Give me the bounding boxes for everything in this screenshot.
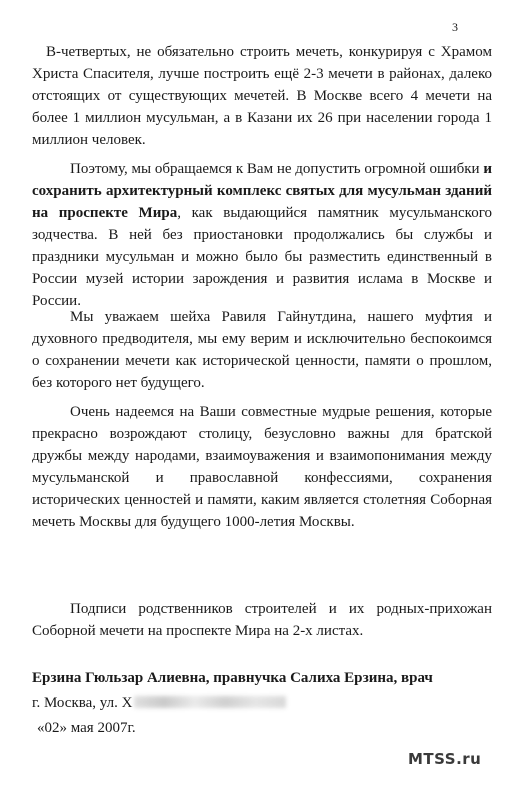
address-text: г. Москва, ул. Х [32,695,133,711]
page-number: 3 [452,20,458,34]
appeal-text-end: , как выдающийся памятник мусульманского зодчества. В ней без приостановки продолжались бы службы и праздники мусульман и можно было бы разместить единственный в России музей истории зарождения и развития ислама в Москве и России. [32,205,492,309]
redacted-address-blur [134,696,286,708]
paragraph-hope: Очень надеемся на Ваши совместные мудрые решения, которые прекрасно возрождают столицу, безусловно важны для братской дружбы между народами, взаимоуважения и взаимопонимания между мусульманской и православной конфессиями, сохранения исторических ценностей и памяти, каким является столетняя Соборная мечеть Москвы для будущего 1000-летия Москвы. [32,404,492,530]
signatory-address [32,695,286,712]
paragraph-fourth-point: В-четвертых, не обязательно строить мечеть, конкурируя с Храмом Христа Спасителя, лучше построить ещё 2-3 мечети в районах, далеко отстоящих от существующих мечетей. В Москве всего 4 мечети на более 1 миллион мусульман, а в Казани их 26 при населении города 1 миллион человек. [32,44,492,148]
document-date: «02» мая 2007г. [37,720,136,736]
site-watermark: MTSS.ru [408,750,482,768]
paragraph-mufti: Мы уважаем шейха Равиля Гайнутдина, нашего муфтия и духовного предводителя, мы ему верим и исключительно беспокоимся о сохранении мечети как исторической ценности, памяти о прошлом, без которого нет будущего. [32,309,492,391]
paragraph-appeal [32,158,492,312]
appeal-text-start: Поэтому, мы обращаемся к Вам не допустить огромной ошибки [70,161,484,177]
paragraph-signatures-note: Подписи родственников строителей и их родных-прихожан Соборной мечети на проспекте Мира на 2-х листах. [32,601,492,639]
signatory-name: Ерзина Гюльзар Алиевна, правнучка Салиха Ерзина, врач [32,670,433,686]
appeal-text-bold: и сохранить архитектурный комплекс святых для мусульман зданий на проспекте Мира [32,161,492,221]
